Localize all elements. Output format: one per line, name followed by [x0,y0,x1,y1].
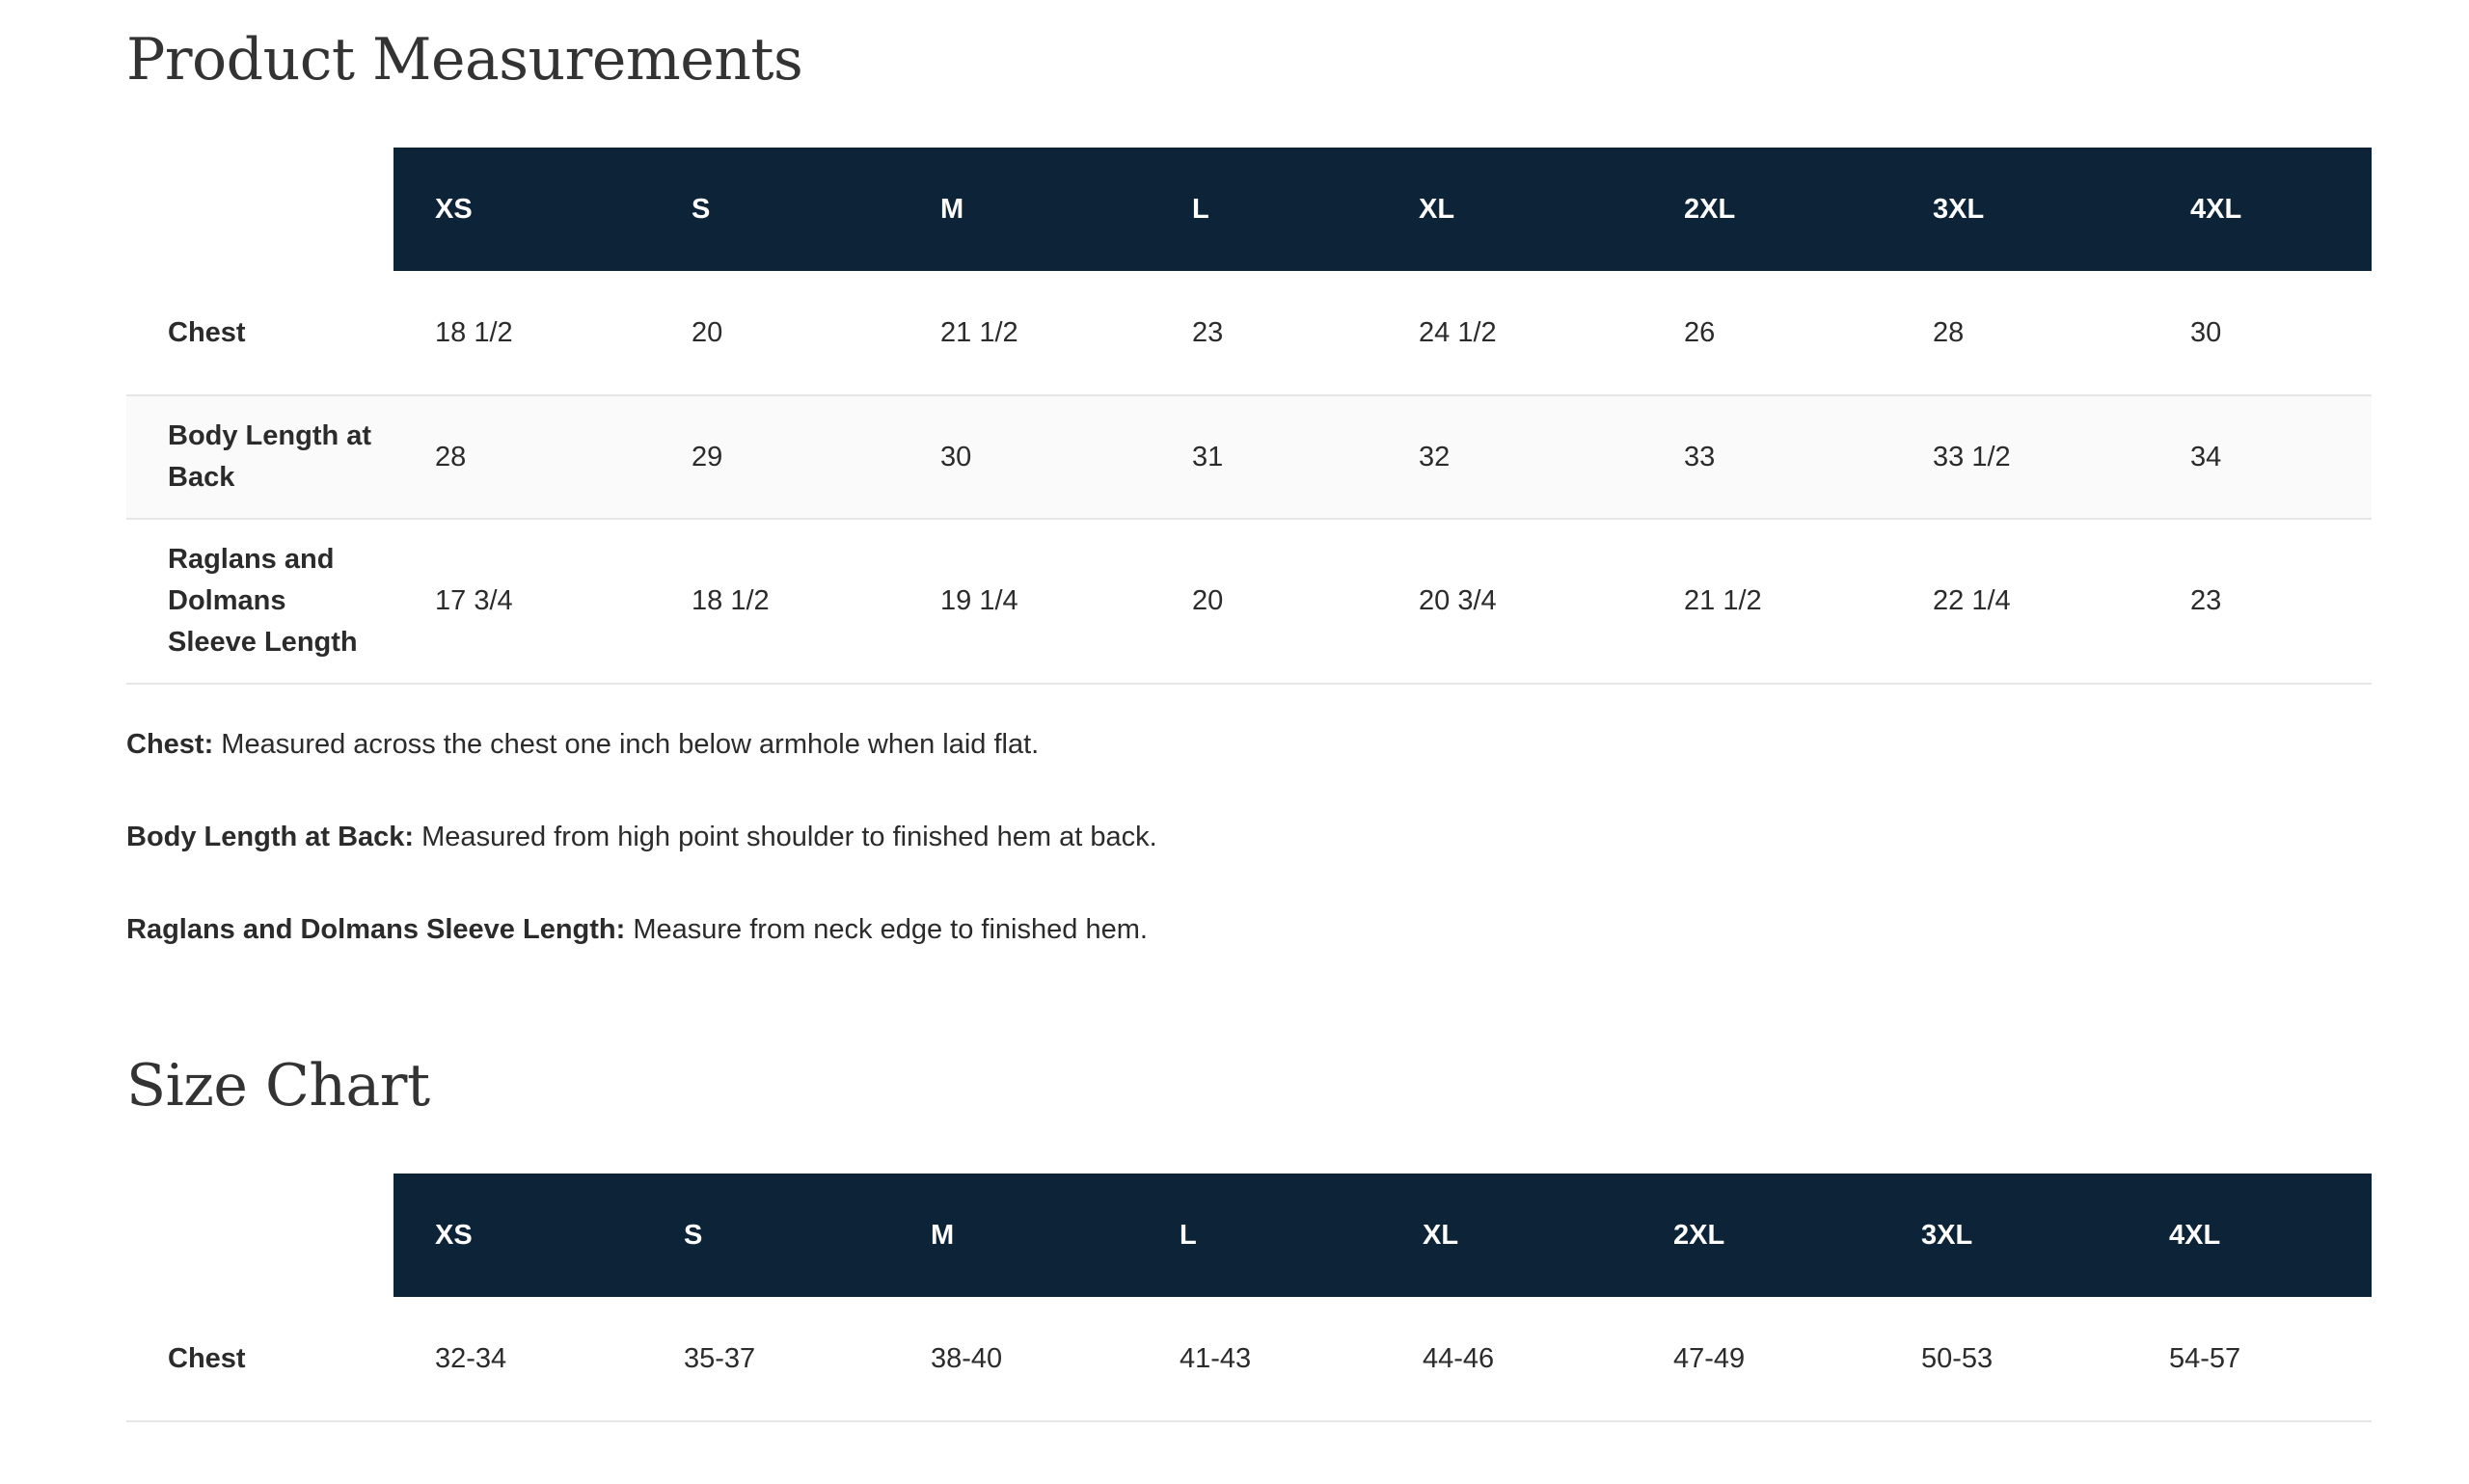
table-cell: 24 1/2 [1419,316,1497,348]
table-row [126,271,2372,395]
table-cell: 54-57 [2169,1342,2241,1374]
size-header-4xl: 4XL [2128,1174,2372,1297]
size-header-l: L [1151,148,1377,271]
size-header-3xl: 3XL [1891,148,2149,271]
measurement-notes [126,725,1157,1003]
table-cell: 22 1/4 [1933,585,2011,616]
table-cell: 47-49 [1673,1342,1746,1374]
table-cell: 20 [1192,585,1224,616]
table-cell: 18 1/2 [435,316,513,348]
note-term: Body Length at Back: [126,822,415,852]
table-cell: 29 [692,441,723,472]
note-text: Measured across the chest one inch below armhole when laid flat. [213,729,1040,760]
table-cell: 21 1/2 [940,316,1018,348]
table-cell: 35-37 [684,1342,756,1374]
table-cell: 18 1/2 [692,585,770,616]
size-chart-title: Size Chart [126,1052,430,1120]
table-cell: 41-43 [1180,1342,1252,1374]
table-row [126,1297,2372,1421]
table-cell: 20 [692,316,723,348]
size-header-s: S [650,148,899,271]
product-measurements-table [126,148,2372,685]
table-cell: 26 [1684,316,1716,348]
header-corner-cell [126,1174,393,1297]
size-header-xl: XL [1377,148,1642,271]
table-cell: 28 [1933,316,1965,348]
size-header-xl: XL [1381,1174,1632,1297]
note-sleeve-length [126,910,1157,1003]
note-body-length [126,818,1157,910]
row-label-sleeve-length: Raglans and Dolmans Sleeve Length [168,544,358,658]
size-header-2xl: 2XL [1642,148,1891,271]
table-cell: 38-40 [931,1342,1003,1374]
size-header-xs: XS [393,148,650,271]
size-header-s: S [642,1174,889,1297]
table-cell: 32-34 [435,1342,507,1374]
size-header-m: M [899,148,1151,271]
row-label-body-length: Body Length at Back [168,420,372,493]
table-cell: 33 [1684,441,1716,472]
row-label-chest: Chest [168,1342,246,1374]
table-cell: 20 3/4 [1419,585,1497,616]
size-header-l: L [1138,1174,1381,1297]
table-cell: 34 [2190,441,2222,472]
size-chart-table [126,1174,2372,1422]
product-measurements-title: Product Measurements [126,26,803,94]
table-cell: 23 [2190,585,2222,616]
note-term: Raglans and Dolmans Sleeve Length: [126,914,626,945]
note-text: Measure from neck edge to finished hem. [625,914,1148,945]
table-cell: 21 1/2 [1684,585,1762,616]
table-cell: 23 [1192,316,1224,348]
measurements-header-row [126,148,2372,271]
note-chest [126,725,1157,818]
table-cell: 33 1/2 [1933,441,2011,472]
note-text: Measured from high point shoulder to finished hem at back. [414,822,1157,852]
table-cell: 19 1/4 [940,585,1018,616]
table-cell: 30 [940,441,972,472]
row-label-chest: Chest [168,316,246,348]
table-row [126,519,2372,684]
note-term: Chest: [126,729,214,760]
table-cell: 17 3/4 [435,585,513,616]
size-header-3xl: 3XL [1880,1174,2128,1297]
size-chart-header-row [126,1174,2372,1297]
table-row [126,395,2372,519]
table-cell: 28 [435,441,467,472]
size-header-m: M [889,1174,1138,1297]
size-header-2xl: 2XL [1632,1174,1880,1297]
table-cell: 30 [2190,316,2222,348]
table-cell: 31 [1192,441,1224,472]
table-cell: 32 [1419,441,1451,472]
size-header-4xl: 4XL [2149,148,2372,271]
table-cell: 50-53 [1921,1342,1994,1374]
size-header-xs: XS [393,1174,642,1297]
table-cell: 44-46 [1423,1342,1495,1374]
header-corner-cell [126,148,393,271]
